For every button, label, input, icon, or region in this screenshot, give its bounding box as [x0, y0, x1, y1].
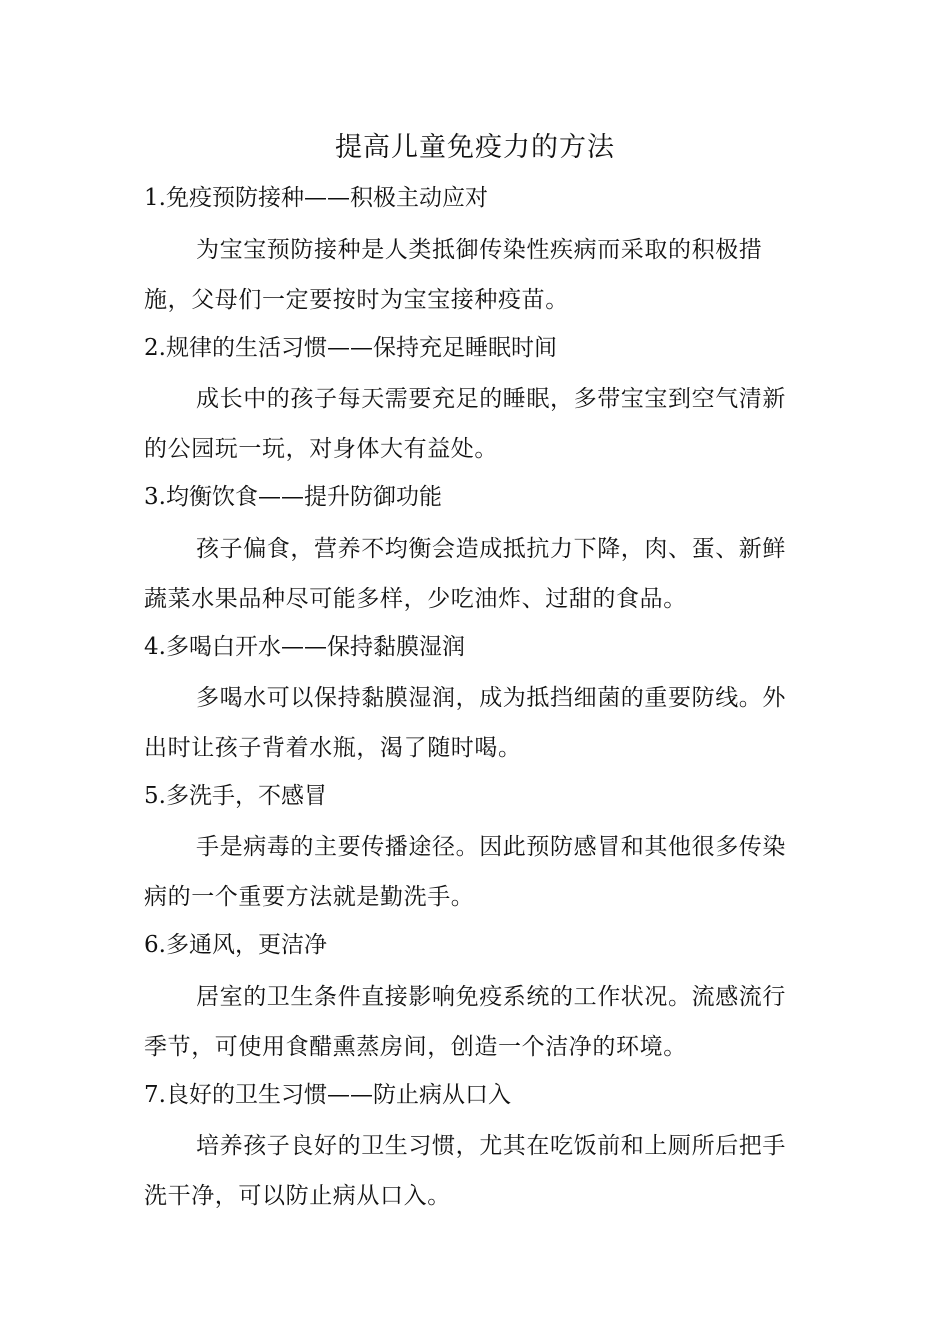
- section-heading-4: 4.多喝白开水——保持黏膜湿润: [144, 634, 465, 660]
- document-title: 提高儿童免疫力的方法: [335, 132, 615, 163]
- section-body-1: 为宝宝预防接种是人类抵御传染性疾病而采取的积极措施，父母们一定要按时为宝宝接种疫苗。: [144, 237, 763, 313]
- section-heading-7: 7.良好的卫生习惯——防止病从口入: [144, 1082, 511, 1108]
- section-heading-5: 5.多洗手，不感冒: [144, 783, 327, 809]
- section-body-7: 培养孩子良好的卫生习惯，尤其在吃饭前和上厕所后把手洗干净，可以防止病从口入。: [144, 1133, 786, 1209]
- section-heading-3: 3.均衡饮食——提升防御功能: [144, 484, 442, 510]
- section-heading-2: 2.规律的生活习惯——保持充足睡眠时间: [144, 335, 557, 361]
- section-heading-6: 6.多通风，更洁净: [144, 932, 327, 958]
- section-body-5: 手是病毒的主要传播途径。因此预防感冒和其他很多传染病的一个重要方法就是勤洗手。: [144, 834, 786, 910]
- section-body-2: 成长中的孩子每天需要充足的睡眠，多带宝宝到空气清新的公园玩一玩，对身体大有益处。: [144, 386, 786, 462]
- section-heading-1: 1.免疫预防接种——积极主动应对: [144, 185, 488, 211]
- section-body-3: 孩子偏食，营养不均衡会造成抵抗力下降，肉、蛋、新鲜蔬菜水果品种尽可能多样，少吃油炸、过甜的食品。: [144, 536, 786, 612]
- section-body-4: 多喝水可以保持黏膜湿润，成为抵挡细菌的重要防线。外出时让孩子背着水瓶，渴了随时喝。: [144, 685, 786, 761]
- section-body-6: 居室的卫生条件直接影响免疫系统的工作状况。流感流行季节，可使用食醋熏蒸房间，创造一个洁净的环境。: [144, 984, 786, 1060]
